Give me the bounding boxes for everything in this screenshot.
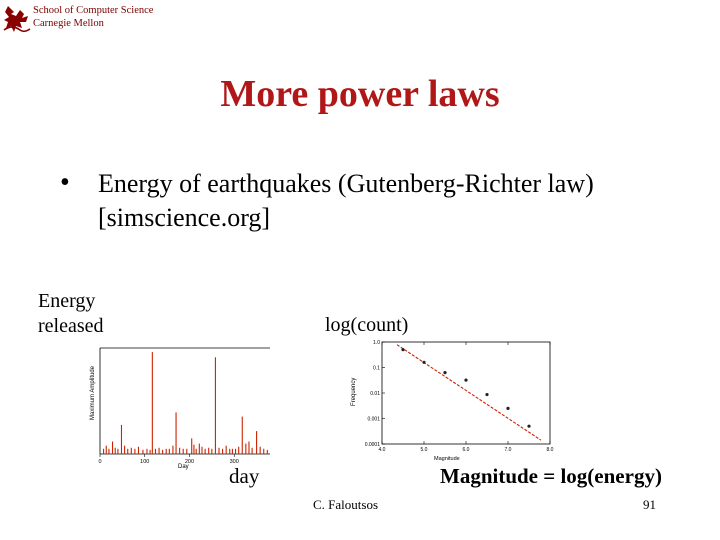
chart2-xtick-label-0: 4.0 — [378, 447, 386, 453]
day-label: day — [229, 464, 260, 488]
data-point-6 — [527, 425, 530, 428]
chart1-ylabel: Maximum Amplitude — [90, 365, 96, 420]
footer-author: C. Faloutsos — [313, 497, 379, 512]
data-point-2 — [443, 371, 446, 374]
bullet-text: Energy of earthquakes (Gutenberg-Richter law) [simscience.org] — [98, 169, 594, 232]
data-point-1 — [422, 361, 425, 364]
chart2-xtick-label-4: 8.0 — [546, 447, 554, 453]
chart2-xlabel: Magnitude — [434, 456, 460, 462]
data-point-0 — [401, 348, 404, 351]
data-point-4 — [485, 393, 488, 396]
chart2-xtick-label-3: 7.0 — [504, 447, 512, 453]
chart1-xlabel: Day — [178, 464, 189, 470]
chart2-ytick-label-0: 1.0 — [373, 340, 380, 346]
chart2-ytick-label-1: 0.1 — [373, 365, 380, 372]
chart1-tick-label-0: 0 — [98, 459, 102, 465]
amplitude-chart — [82, 340, 272, 470]
page-number: 91 — [643, 497, 656, 512]
chart2-ytick-label-3: 0.001 — [367, 416, 380, 423]
slide-title: More power laws — [220, 73, 500, 115]
chart1-tick-label-2: 200 — [184, 459, 195, 465]
chart1-tick-label-3: 300 — [229, 459, 239, 465]
griffin-icon — [2, 2, 32, 36]
bullet-marker: • — [60, 167, 70, 198]
chart2-ytick-label-2: 0.01 — [370, 391, 380, 397]
chart2-ytick-label-4: 0.0001 — [364, 442, 380, 448]
chart2-xtick-label-2: 6.0 — [462, 447, 470, 453]
chart2-frame — [382, 342, 550, 444]
chart1-tick-label-1: 100 — [140, 459, 150, 465]
chart2-ylabel: Frequency — [351, 377, 357, 406]
energy-released-label: Energy released — [38, 290, 104, 337]
trend-line — [397, 345, 541, 441]
org-line-1: School of Computer Science — [33, 5, 154, 16]
data-point-5 — [506, 407, 509, 410]
org-line-2: Carnegie Mellon — [33, 18, 104, 29]
data-point-3 — [464, 379, 467, 382]
log-count-label: log(count) — [325, 314, 409, 336]
frequency-chart — [338, 336, 568, 466]
magnitude-label: Magnitude = log(energy) — [440, 464, 662, 488]
org-name — [33, 4, 153, 30]
chart2-xtick-label-1: 5.0 — [420, 447, 428, 453]
